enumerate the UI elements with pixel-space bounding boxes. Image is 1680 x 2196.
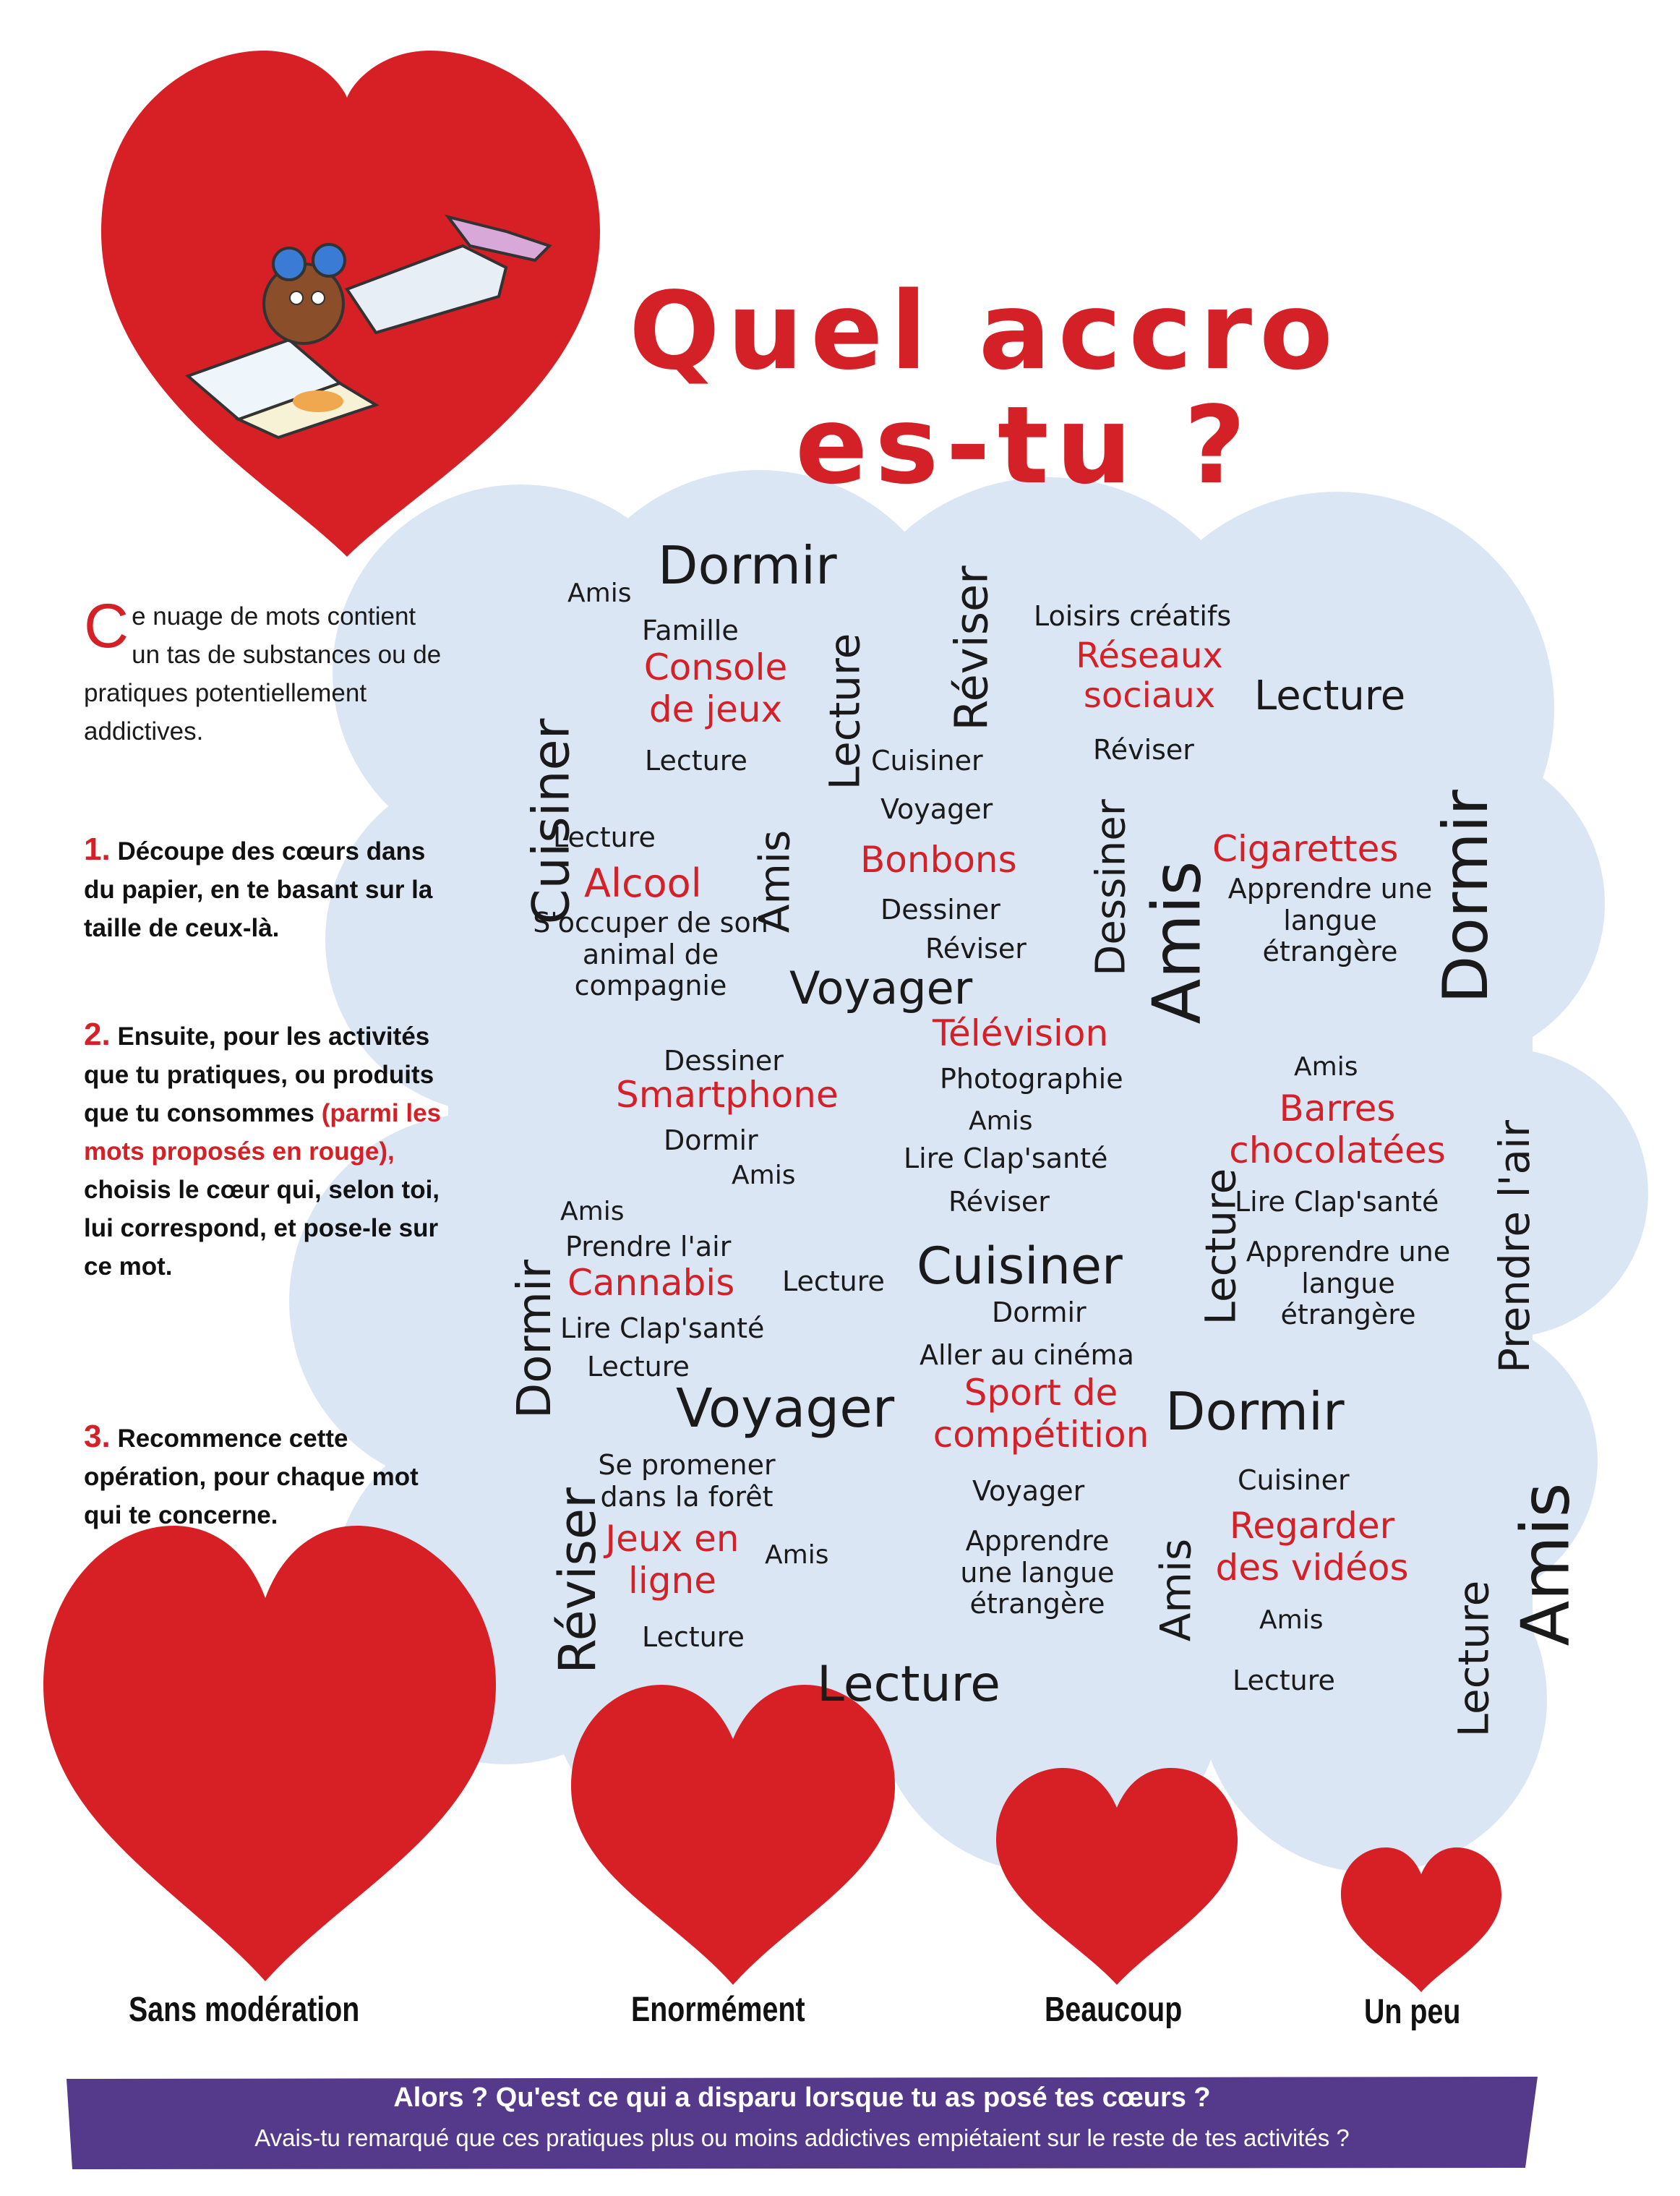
word-dessiner-vertical: Dessiner <box>1087 799 1135 976</box>
step-2-text-after: choisis le cœur qui, selon toi, lui correspond, et pose-le sur ce mot. <box>84 1176 440 1281</box>
word-prendre-lair-vertical: Prendre l'air <box>1490 1119 1540 1374</box>
step-1-number: 1. <box>84 832 111 867</box>
banner-question: Alors ? Qu'est ce qui a disparu lorsque tu as posé tes cœurs ? <box>393 2082 1211 2113</box>
word-amis-6: Amis <box>765 1540 829 1570</box>
word-lecture-6: Lecture <box>642 1621 745 1653</box>
word-reviser: Réviser <box>1093 734 1194 766</box>
word-amis-5: Amis <box>560 1197 625 1226</box>
word-dormir-3: Dormir <box>992 1296 1087 1328</box>
word-lecture-4: Lecture <box>782 1265 885 1297</box>
step-1-text: Découpe des cœurs dans du papier, en te basant sur la taille de ceux-là. <box>84 837 433 942</box>
word-television: Télévision <box>933 1012 1109 1054</box>
word-dormir-2: Dormir <box>664 1124 758 1156</box>
word-lire-clapsante-2: Lire Clap'santé <box>1235 1186 1439 1218</box>
word-alcool: Alcool <box>584 860 702 906</box>
label-enormement: Enormément <box>631 1991 805 2029</box>
step-1 <box>84 830 460 947</box>
word-cannabis: Cannabis <box>567 1262 735 1304</box>
word-lecture-vertical-3: Lecture <box>1449 1580 1499 1738</box>
word-cigarettes: Cigarettes <box>1212 828 1399 870</box>
word-dormir-vertical: Dormir <box>1429 790 1502 1004</box>
word-barres-chocolatees: Barres chocolatées <box>1229 1088 1446 1171</box>
step-3-number: 3. <box>84 1419 111 1454</box>
word-lecture-5: Lecture <box>587 1351 690 1383</box>
word-console-de-jeux: Console de jeux <box>643 646 788 730</box>
heart-sans-moderation <box>43 1526 496 1981</box>
word-amis-7: Amis <box>1259 1605 1324 1635</box>
word-amis-4: Amis <box>732 1161 796 1190</box>
step-2-text: Ensuite, pour les activités que tu pratiques, ou produits que tu consommes <box>84 1022 434 1127</box>
step-2-highlight: (parmi les mots proposés en rouge), <box>84 1099 442 1166</box>
word-aller-au-cinema: Aller au cinéma <box>920 1339 1134 1371</box>
intro-paragraph <box>84 591 445 751</box>
word-sport-competition: Sport de compétition <box>933 1372 1149 1456</box>
word-apprendre-langue-2: Apprendre une langue étrangère <box>1246 1236 1451 1331</box>
word-reviser-3: Réviser <box>948 1186 1050 1218</box>
step-2 <box>84 1015 460 1286</box>
word-se-promener: Se promener dans la forêt <box>598 1449 776 1513</box>
step-2-number: 2. <box>84 1017 111 1052</box>
word-amis-vertical: Amis <box>750 829 800 933</box>
banner-subquestion: Avais-tu remarqué que ces pratiques plus ou moins addictives empiétaient sur le reste de tes activités ? <box>254 2124 1350 2151</box>
word-cuisiner-vertical: Cuisiner <box>521 718 581 925</box>
word-reviser-vertical: Réviser <box>945 565 998 731</box>
word-apprendre-langue: Apprendre une langue étrangère <box>1227 873 1433 968</box>
label-beaucoup: Beaucoup <box>1045 1991 1183 2029</box>
word-lire-clapsante-3: Lire Clap'santé <box>560 1312 765 1344</box>
word-voyager-3: Voyager <box>676 1377 895 1440</box>
word-apprendre-langue-3: Apprendre une langue étrangère <box>960 1525 1115 1620</box>
word-voyager-2: Voyager <box>789 962 973 1014</box>
word-dessiner-2: Dessiner <box>664 1045 784 1077</box>
label-un-peu: Un peu <box>1364 1993 1461 2031</box>
word-bonbons: Bonbons <box>860 839 1017 881</box>
word-cuisiner-2: Cuisiner <box>917 1236 1123 1296</box>
word-cuisiner-3: Cuisiner <box>1238 1464 1350 1496</box>
word-amis-vertical-2: Amis <box>1151 1538 1201 1642</box>
word-jeux-en-ligne: Jeux en ligne <box>605 1518 740 1602</box>
word-photographie: Photographie <box>940 1063 1123 1095</box>
word-lecture-2: Lecture <box>1254 672 1406 719</box>
word-reseaux-sociaux: Réseaux sociaux <box>1076 636 1223 717</box>
word-lecture-vertical: Lecture <box>820 633 870 790</box>
word-amis-3: Amis <box>969 1106 1033 1136</box>
word-lecture-3: Lecture <box>553 821 656 853</box>
word-amis-vertical-large: Amis <box>1138 860 1216 1025</box>
word-dormir-vertical-2: Dormir <box>508 1259 562 1419</box>
word-lire-clapsante: Lire Clap'santé <box>904 1142 1108 1174</box>
intro-dropcap: C <box>84 591 129 661</box>
word-dessiner: Dessiner <box>880 894 1000 926</box>
word-smartphone: Smartphone <box>616 1074 839 1116</box>
word-amis-vertical-large-2: Amis <box>1507 1482 1585 1646</box>
word-dormir: Dormir <box>658 535 837 596</box>
word-voyager: Voyager <box>880 793 993 825</box>
word-regarder-videos: Regarder des vidéos <box>1215 1505 1409 1589</box>
top-heart <box>101 51 600 557</box>
word-amis-2: Amis <box>1294 1052 1358 1082</box>
word-voyager-4: Voyager <box>972 1475 1085 1507</box>
word-amis: Amis <box>567 578 632 608</box>
word-lecture-vertical-2: Lecture <box>1196 1168 1246 1325</box>
word-lecture-7: Lecture <box>817 1656 1000 1713</box>
word-prendre-lair: Prendre l'air <box>565 1231 732 1263</box>
word-reviser-2: Réviser <box>925 933 1027 965</box>
page-title-line2: es-tu ? <box>795 383 1253 508</box>
intro-text: e nuage de mots contient un tas de substances ou de pratiques potentiellement addictives. <box>84 602 442 745</box>
step-3 <box>84 1417 460 1534</box>
page-title-line1: Quel accro <box>629 269 1340 393</box>
word-lecture-8: Lecture <box>1233 1665 1335 1696</box>
word-lecture: Lecture <box>645 745 747 777</box>
word-famille: Famille <box>642 615 739 646</box>
word-reviser-vertical-2: Réviser <box>547 1487 607 1674</box>
word-dormir-4: Dormir <box>1165 1381 1345 1442</box>
label-sans-moderation: Sans modération <box>129 1991 360 2029</box>
step-3-text: Recommence cette opération, pour chaque mot qui te concerne. <box>84 1424 419 1529</box>
word-soccuper-animal: S'occuper de son animal de compagnie <box>533 907 768 1002</box>
heart-un-peu <box>1341 1847 1501 1992</box>
word-loisirs-creatifs: Loisirs créatifs <box>1034 600 1232 632</box>
word-cuisiner: Cuisiner <box>871 745 983 777</box>
